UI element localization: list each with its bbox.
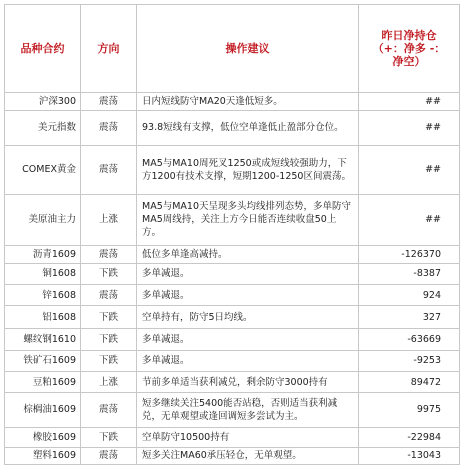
direction-cell: 震荡 <box>81 393 137 427</box>
net-position-cell: 924 <box>359 285 460 306</box>
advice-cell: 低位多单逢高减持。 <box>137 245 359 263</box>
product-cell: 橡胶1609 <box>5 427 81 447</box>
direction-cell: 震荡 <box>81 145 137 195</box>
header-row <box>5 5 460 93</box>
advice-cell: 93.8短线有支撑，低位空单逢低止盈部分仓位。 <box>137 111 359 145</box>
advice-cell: 空单持有，防守5日均线。 <box>137 306 359 329</box>
position-table <box>4 4 460 465</box>
net-position-cell: -13043 <box>359 447 460 464</box>
table-row <box>5 111 460 145</box>
header-net-line3: 净空） <box>392 55 426 68</box>
product-cell: 豆粕1609 <box>5 371 81 392</box>
advice-cell: 多单减退。 <box>137 350 359 371</box>
header-direction: 方向 <box>81 5 137 93</box>
product-cell: 美元指数 <box>5 111 81 145</box>
direction-cell: 下跌 <box>81 329 137 350</box>
product-cell: 塑料1609 <box>5 447 81 464</box>
table-row <box>5 263 460 284</box>
advice-cell: 多单减退。 <box>137 329 359 350</box>
advice-cell: MA5与MA10天呈现多头均线排列态势，多单防守MA5周线持，关注上方今日能否连续收盘50上方。 <box>137 195 359 246</box>
table-row <box>5 329 460 350</box>
header-product: 品种合约 <box>5 5 81 93</box>
direction-cell: 上涨 <box>81 371 137 392</box>
direction-cell: 下跌 <box>81 306 137 329</box>
table-row <box>5 371 460 392</box>
table-row <box>5 285 460 306</box>
net-position-cell: -63669 <box>359 329 460 350</box>
header-net-line1: 昨日净持仓 <box>381 29 437 42</box>
table-row <box>5 245 460 263</box>
net-position-cell: ## <box>359 93 460 111</box>
advice-cell: 多单减退。 <box>137 285 359 306</box>
direction-cell: 震荡 <box>81 285 137 306</box>
direction-cell: 上涨 <box>81 195 137 246</box>
net-position-cell: ## <box>359 145 460 195</box>
net-position-cell: 89472 <box>359 371 460 392</box>
product-cell: COMEX黄金 <box>5 145 81 195</box>
product-cell: 棕榈油1609 <box>5 393 81 427</box>
product-cell: 铝1608 <box>5 306 81 329</box>
header-net-position <box>359 5 460 93</box>
table-body <box>5 93 460 465</box>
table-row <box>5 306 460 329</box>
advice-cell: 短多关注MA60承压轻仓，无单观望。 <box>137 447 359 464</box>
table-row <box>5 93 460 111</box>
direction-cell: 震荡 <box>81 93 137 111</box>
advice-cell: 多单减退。 <box>137 263 359 284</box>
header-net-line2: （+：净多 -： <box>372 42 446 55</box>
net-position-cell: -8387 <box>359 263 460 284</box>
product-cell: 铜1608 <box>5 263 81 284</box>
direction-cell: 震荡 <box>81 245 137 263</box>
product-cell: 沪深300 <box>5 93 81 111</box>
advice-cell: 短多继续关注5400能否站稳，否则适当获利减兑，无单观望或逢回调短多尝试为主。 <box>137 393 359 427</box>
table-row <box>5 393 460 427</box>
advice-cell: 空单防守10500持有 <box>137 427 359 447</box>
net-position-cell: -126370 <box>359 245 460 263</box>
advice-cell: 日内短线防守MA20天逢低短多。 <box>137 93 359 111</box>
direction-cell: 下跌 <box>81 350 137 371</box>
header-advice: 操作建议 <box>137 5 359 93</box>
net-position-cell: -22984 <box>359 427 460 447</box>
advice-cell: 节前多单适当获利减兑，剩余防守3000持有 <box>137 371 359 392</box>
advice-cell: MA5与MA10周死叉1250或成短线较强助力，下方1200有技术支撑，短期1200-1250区间震荡。 <box>137 145 359 195</box>
table-row <box>5 145 460 195</box>
table-row <box>5 350 460 371</box>
net-position-cell: ## <box>359 195 460 246</box>
direction-cell: 下跌 <box>81 427 137 447</box>
product-cell: 美原油主力 <box>5 195 81 246</box>
product-cell: 锌1608 <box>5 285 81 306</box>
direction-cell: 下跌 <box>81 263 137 284</box>
product-cell: 沥青1609 <box>5 245 81 263</box>
table-row <box>5 427 460 447</box>
product-cell: 铁矿石1609 <box>5 350 81 371</box>
table-row <box>5 447 460 464</box>
direction-cell: 震荡 <box>81 447 137 464</box>
table-row <box>5 195 460 246</box>
net-position-cell: 327 <box>359 306 460 329</box>
net-position-cell: ## <box>359 111 460 145</box>
product-cell: 螺纹钢1610 <box>5 329 81 350</box>
net-position-cell: -9253 <box>359 350 460 371</box>
net-position-cell: 9975 <box>359 393 460 427</box>
direction-cell: 震荡 <box>81 111 137 145</box>
